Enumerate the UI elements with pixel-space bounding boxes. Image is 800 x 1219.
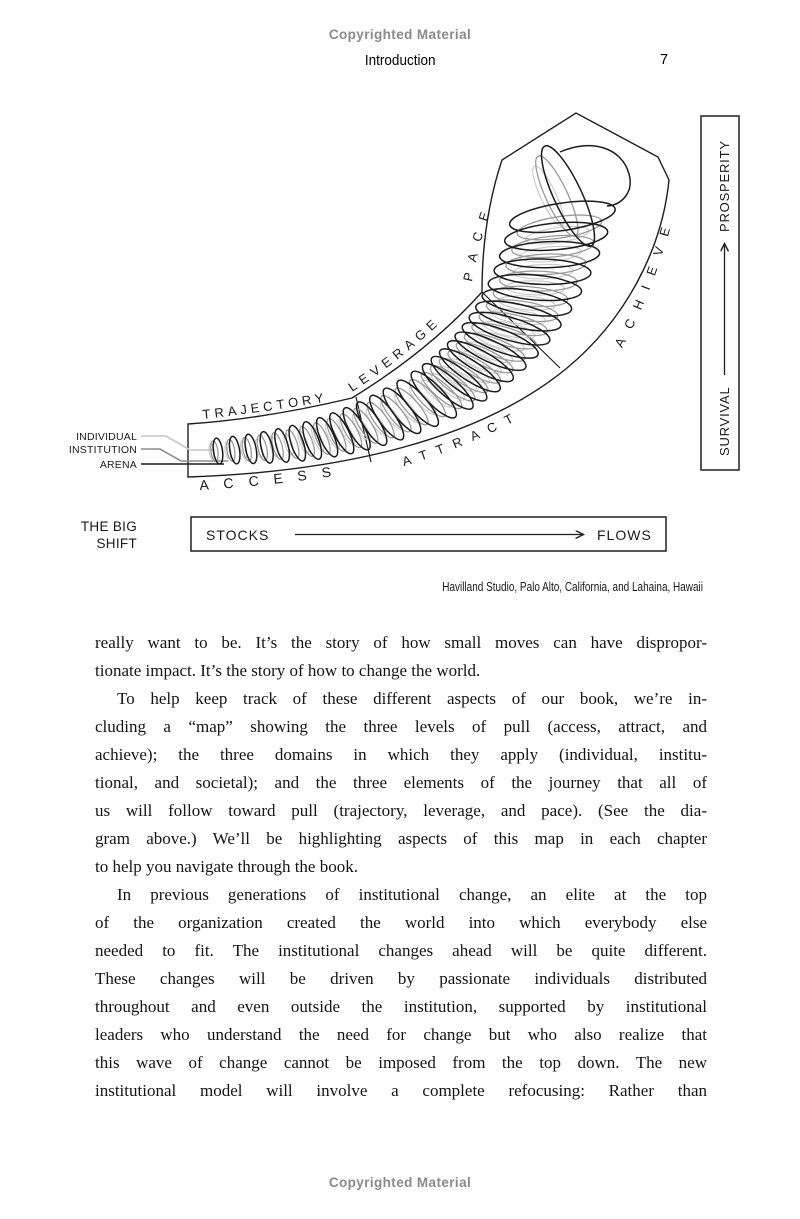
body-line: institutional model will involve a complete refocusing: Rather than <box>95 1081 707 1100</box>
big-shift-label-line1: THE BIG <box>80 519 137 534</box>
body-line: cluding a “map” showing the three levels of pull (access, attract, and <box>95 717 707 736</box>
prosperity-label: PROSPERITY <box>717 140 732 232</box>
coil-loop <box>323 422 342 450</box>
studio-credit: Havilland Studio, Palo Alto, California, and Lahaina, Hawaii <box>442 581 703 595</box>
body-line: leaders who understand the need for change but who also realize that <box>95 1025 707 1044</box>
big-shift-row <box>81 517 666 551</box>
domain-labels <box>69 431 137 471</box>
page-number: 7 <box>660 52 669 68</box>
body-line: throughout and even outside the institution, supported by institutional <box>95 997 707 1016</box>
svg-text:TRAJECTORY <box>202 389 329 421</box>
arena-label: ARENA <box>99 459 137 471</box>
svg-text:PACE <box>460 199 496 283</box>
header-watermark: Copyrighted Material <box>328 27 472 42</box>
body-line: this wave of change cannot be imposed from the top down. The new <box>95 1053 707 1072</box>
svg-text:ACCESS <box>199 461 347 493</box>
leverage-label: LEVERAGE <box>345 312 444 395</box>
body-line: to help you navigate through the book. <box>95 857 358 876</box>
institution-label: INSTITUTION <box>68 444 137 456</box>
flows-label: FLOWS <box>597 527 652 543</box>
body-line: needed to fit. The institutional changes ahead will be quite different. <box>95 941 707 960</box>
body-line: In previous generations of institutional change, an elite at the top <box>117 885 707 904</box>
achieve-label: ACHIEVE <box>611 214 677 350</box>
body-line: To help keep track of these different aspects of our book, we’re in- <box>117 689 707 708</box>
body-line: of the organization created the world into which everybody else <box>95 913 707 932</box>
survival-label: SURVIVAL <box>717 386 732 456</box>
body-line: gram above.) We’ll be highlighting aspects of this map in each chapter <box>95 829 707 848</box>
coil-end-hook <box>560 146 630 206</box>
svg-text:ATTRACT <box>400 406 524 469</box>
stocks-label: STOCKS <box>206 527 270 543</box>
pace-label: PACE <box>460 198 497 283</box>
body-line: tional, and societal); and the three elements of the journey that all of <box>95 773 707 792</box>
trajectory-label: TRAJECTORY <box>201 389 329 422</box>
individual-label: INDIVIDUAL <box>76 431 137 443</box>
coil-strand <box>212 140 617 464</box>
band-labels <box>199 199 676 493</box>
svg-text:ACHIEVE <box>611 214 676 350</box>
survival-prosperity-box <box>701 116 739 470</box>
coil-loop <box>527 163 569 229</box>
body-line: These changes will be driven by passionate individuals distributed <box>95 969 707 988</box>
individual-leader-line <box>141 436 214 450</box>
attract-label: ATTRACT <box>400 406 525 469</box>
running-head-title: Introduction <box>364 52 436 69</box>
body-line: tionate impact. It’s the story of how to change the world. <box>95 661 481 680</box>
footer-watermark: Copyrighted Material <box>328 1175 472 1190</box>
body-line: really want to be. It’s the story of how small moves can have dispropor- <box>95 633 707 652</box>
big-shift-label-line2: SHIFT <box>96 536 137 551</box>
spring-coil <box>208 140 617 464</box>
body-line: us will follow toward pull (trajectory, leverage, and pace). (See the dia- <box>95 801 707 820</box>
access-label: ACCESS <box>198 461 347 494</box>
body-text <box>95 629 707 1105</box>
body-line: achieve); the three domains in which they apply (individual, institu- <box>95 745 707 764</box>
